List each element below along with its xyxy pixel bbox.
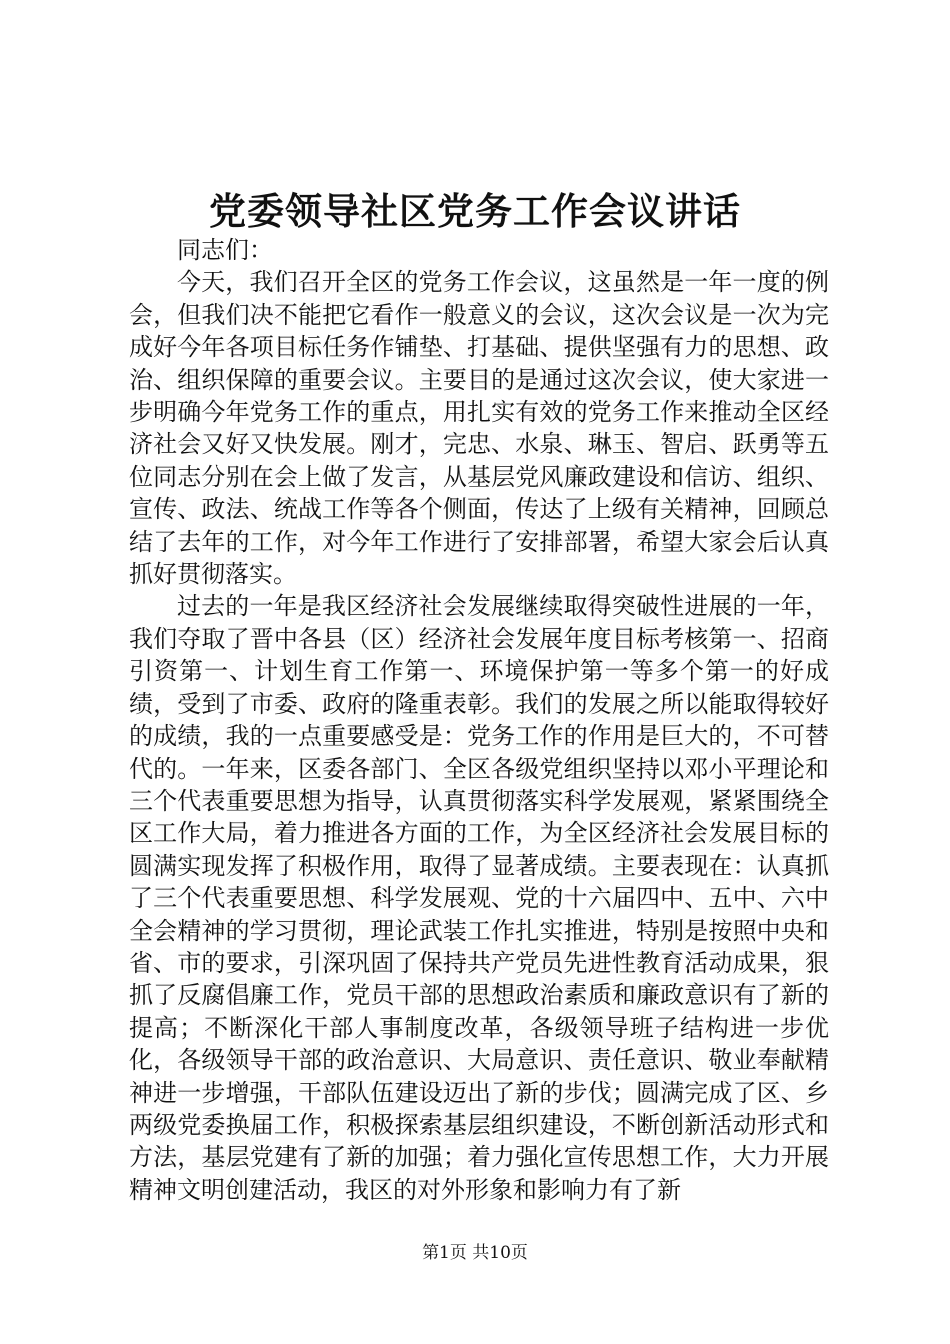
page-footer: 第1页 共10页 [422,1243,528,1263]
paragraph-1: 今天，我们召开全区的党务工作会议，这虽然是一年一度的例会，但我们决不能把它看作一般意义的会议，这次会议是一次为完成好今年各项目标任务作铺垫、打基础、提供坚强有力的思想、政治、组织保障的重要会议。主要目的是通过这次会议，使大家进一步明确今年党务工作的重点，用扎实有效的党务工作来推动全区经济社会又好又快发展。刚才，完忠、水泉、琳玉、智启、跃勇等五位同志分别在会上做了发言，从基层党风廉政建设和信访、组织、宣传、政法、统战工作等各个侧面，传达了上级有关精神，回顾总结了去年的工作，对今年工作进行了安排部署，希望大家会后认真抓好贯彻落实。 [129,268,829,589]
document-title: 党委领导社区党务工作会议讲话 [209,189,741,233]
salutation: 同志们： [177,236,273,264]
document-body [129,234,829,1206]
paragraph-2: 过去的一年是我区经济社会发展继续取得突破性进展的一年，我们夺取了晋中各县（区）经济社会发展年度目标考核第一、招商引资第一、计划生育工作第一、环境保护第一等多个第一的好成绩，受到了市委、政府的隆重表彰。我们的发展之所以能取得较好的成绩，我的一点重要感受是：党务工作的作用是巨大的，不可替代的。一年来，区委各部门、全区各级党组织坚持以邓小平理论和三个代表重要思想为指导，认真贯彻落实科学发展观，紧紧围绕全区工作大局，着力推进各方面的工作，为全区经济社会发展目标的圆满实现发挥了积极作用，取得了显著成绩。主要表现在：认真抓了三个代表重要思想、科学发展观、党的十六届四中、五中、六中全会精神的学习贯彻，理论武装工作扎实推进，特别是按照中央和省、市的要求，引深巩固了保持共产党员先进性教育活动成果，狠抓了反腐倡廉工作，党员干部的思想政治素质和廉政意识有了新的提高；不断深化干部人事制度改革，各级领导班子结构进一步优化，各级领导干部的政治意识、大局意识、责任意识、敬业奉献精神进一步增强，干部队伍建设迈出了新的步伐；圆满完成了区、乡两级党委换届工作，积极探索基层组织建设，不断创新活动形式和方法，基层党建有了新的加强；着力强化宣传思想工作，大力开展精神文明创建活动，我区的对外形象和影响力有了新 [129,592,829,1204]
